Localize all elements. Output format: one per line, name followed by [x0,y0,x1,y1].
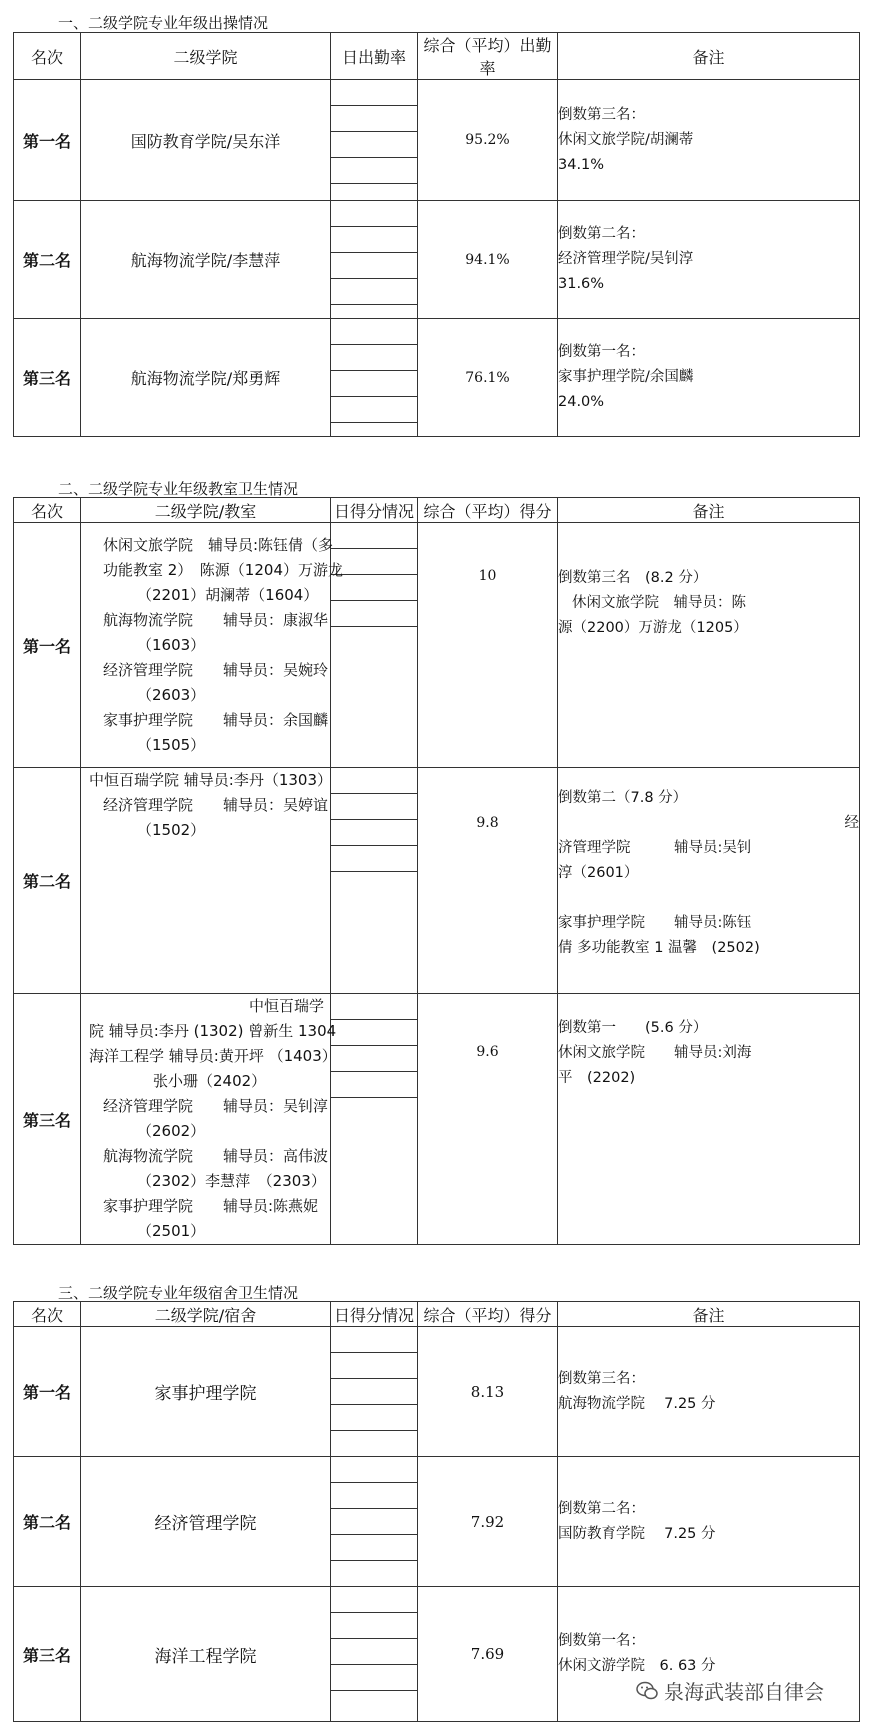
wechat-icon [636,1681,658,1706]
section1-title: 一、二级学院专业年级出操情况 [58,14,269,32]
header-daily: 日得分情况 [331,498,418,523]
college-cell: 航海物流学院/郑勇辉 [81,319,331,437]
note-cell [558,80,860,201]
note-line: 倒数第三名 (8.2 分） [558,570,708,586]
average-cell: 94.1% [418,201,558,319]
classroom-table [13,497,860,1245]
header-rank: 名次 [14,498,81,523]
header-daily: 日得分情况 [331,1302,418,1327]
rank-cell: 第二名 [14,768,81,994]
college-line: （2501） [137,1222,206,1240]
rank-cell: 第一名 [14,523,81,768]
note-line: 经 [844,815,859,831]
note-line: 国防教育学院 7.25 分 [558,1525,716,1542]
college-cell [81,523,343,768]
note-line: 平 (2202) [558,1070,636,1086]
note-line: 34.1% [558,156,605,173]
rank-cell: 第三名 [14,994,81,1245]
note-line: 倒数第一名： [558,344,645,360]
rank-cell: 第三名 [14,319,81,437]
daily-cell [331,1457,418,1587]
header-note: 备注 [558,33,860,80]
daily-cell [331,1327,418,1457]
college-cell: 经济管理学院 [81,1457,331,1587]
note-line: 倒数第二（7.8 分） [558,790,688,806]
note-line: 休闲文旅学院/胡澜蒂 [558,131,694,148]
college-cell [81,768,331,994]
note-line: 31.6% [558,276,605,292]
college-cell [81,994,337,1245]
note-line: 航海物流学院 7.25 分 [558,1395,716,1412]
header-rank: 名次 [14,1302,81,1327]
note-line: 淳（2601） [558,865,639,881]
note-line: 倒数第一 (5.6 分） [558,1020,708,1036]
daily-cell [331,523,418,768]
college-line: 航海物流学院 辅导员：康淑华 [103,610,329,629]
note-cell [558,1327,860,1457]
college-line: 经济管理学院 辅导员：吴婷谊 [103,796,329,814]
daily-cell [331,1587,418,1722]
daily-cell [331,768,418,994]
note-line: 休闲文游学院 6. 63 分 [558,1658,716,1674]
rank-cell: 第三名 [14,1587,81,1722]
college-line: 中恒百瑞学 [248,997,324,1015]
daily-cell [331,201,418,319]
college-cell: 海洋工程学院 [81,1587,331,1722]
header-college: 二级学院/教室 [81,498,331,523]
table-header-row [14,1302,860,1327]
note-cell [558,1457,860,1587]
table-row [14,768,860,994]
rank-cell: 第一名 [14,1327,81,1457]
table-row [14,994,860,1245]
table-row [14,1457,860,1587]
average-cell: 76.1% [418,319,558,437]
college-cell: 航海物流学院/李慧萍 [81,201,331,319]
college-line: （1603） [137,635,206,654]
header-average: 综合（平均）出勤率 [418,33,558,80]
note-line: 倒数第三名： [558,106,645,123]
college-line: （1502） [137,821,206,839]
note-line: 休闲文旅学院 辅导员:刘海 [558,1045,752,1061]
note-line: 倒数第一名： [558,1633,645,1649]
college-line: 经济管理学院 辅导员：吴婉玲 [103,660,329,679]
note-line: 休闲文旅学院 辅导员：陈 [572,595,746,611]
college-line: （2201）胡澜蒂（1604） [137,585,319,604]
note-cell [558,523,860,768]
daily-cell [331,319,418,437]
note-cell [558,994,860,1245]
table-header-row [14,498,860,523]
note-line: 经济管理学院/吴钊淳 [558,251,694,267]
header-note: 备注 [558,498,860,523]
rank-cell: 第二名 [14,1457,81,1587]
watermark [636,1676,824,1706]
header-college: 二级学院/宿舍 [81,1302,331,1327]
header-college: 二级学院 [81,33,331,80]
average-cell: 7.92 [418,1457,558,1587]
note-line: 家事护理学院/余国麟 [558,369,694,385]
note-line: 倩 多功能教室 1 温馨 (2502) [558,940,760,956]
college-line: 经济管理学院 辅导员：吴钊淳 [103,1097,329,1115]
average-cell: 7.69 [418,1587,558,1722]
college-line: 休闲文旅学院 辅导员:陈钰倩（多 [103,535,334,554]
college-line: 中恒百瑞学院 辅导员:李丹（1303） [89,771,332,789]
college-line: 家事护理学院 辅导员:陈燕妮 [103,1197,319,1215]
table-row [14,319,860,437]
header-daily: 日出勤率 [331,33,418,80]
college-line: 张小珊（2402） [153,1072,267,1090]
header-rank: 名次 [14,33,81,80]
college-line: （2602） [137,1122,206,1140]
note-line: 24.0% [558,394,605,410]
note-cell [558,768,860,994]
college-line: 航海物流学院 辅导员：高伟波 [103,1147,329,1165]
table-row [14,80,860,201]
average-cell: 10 [418,523,558,768]
table-row [14,201,860,319]
table-row [14,1327,860,1457]
section3-title: 三、二级学院专业年级宿舍卫生情况 [58,1284,299,1302]
college-line: 功能教室 2） 陈源（1204）万游龙 [103,560,343,579]
daily-cell [331,994,418,1245]
note-line: 倒数第三名： [558,1370,645,1387]
average-cell: 95.2% [418,80,558,201]
college-line: 家事护理学院 辅导员：余国麟 [103,710,329,729]
average-cell: 9.8 [418,768,558,994]
table-header-row [14,33,860,80]
header-average: 综合（平均）得分 [418,1302,558,1327]
note-line: 倒数第二名： [558,226,645,242]
rank-cell: 第一名 [14,80,81,201]
college-cell: 家事护理学院 [81,1327,331,1457]
header-average: 综合（平均）得分 [418,498,558,523]
college-cell: 国防教育学院/吴东洋 [81,80,331,201]
note-cell [558,201,860,319]
college-line: （1505） [137,735,206,754]
note-cell [558,319,860,437]
dormitory-table [13,1301,860,1722]
college-line: （2302）李慧萍 （2303） [137,1172,326,1190]
header-note: 备注 [558,1302,860,1327]
rank-cell: 第二名 [14,201,81,319]
college-line: （2603） [137,685,206,704]
attendance-table [13,32,860,437]
average-cell: 9.6 [418,994,558,1245]
note-line: 倒数第二名： [558,1500,645,1517]
note-line: 源（2200）万游龙（1205） [558,620,748,636]
average-cell: 8.13 [418,1327,558,1457]
section2-title: 二、二级学院专业年级教室卫生情况 [58,480,299,498]
college-line: 院 辅导员:李丹 (1302) 曾新生 1304 [89,1022,337,1040]
daily-cell [331,80,418,201]
table-row [14,523,860,768]
note-line: 家事护理学院 辅导员:陈钰 [558,915,752,931]
watermark-text: 泉海武装部自律会 [664,1680,824,1704]
note-line: 济管理学院 辅导员:吴钊 [558,840,752,856]
college-line: 海洋工程学 辅导员:黄开坪 （1403） [89,1047,337,1065]
